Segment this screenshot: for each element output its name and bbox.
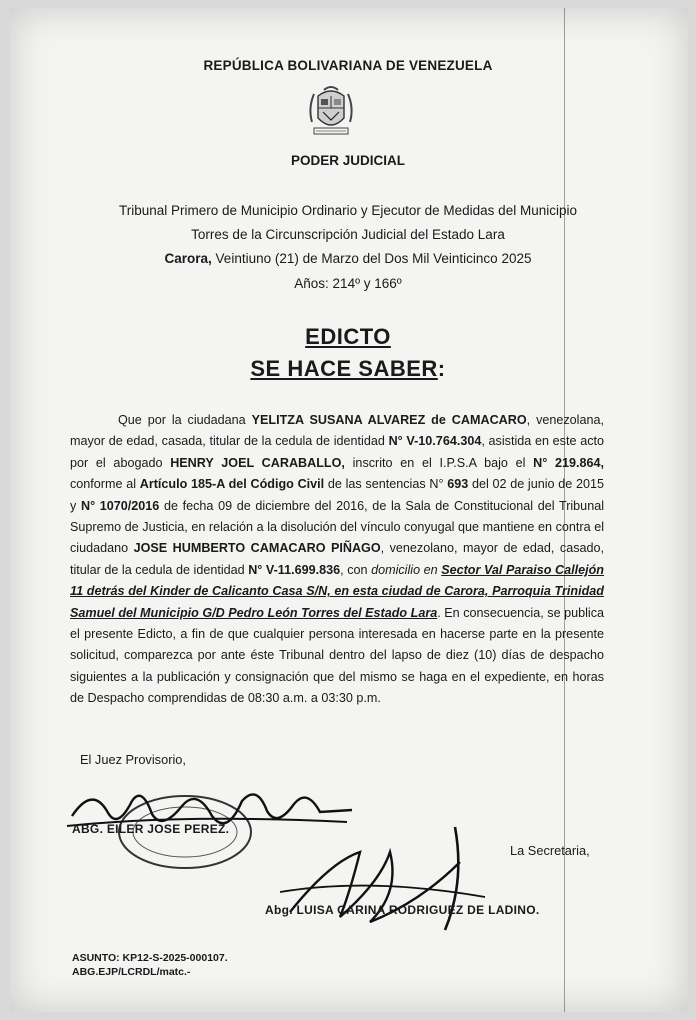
- judge-name: ABG. EILER JOSE PEREZ.: [72, 822, 230, 836]
- petitioner-id: N° V-10.764.304: [388, 434, 482, 449]
- body-text: , con: [340, 562, 372, 577]
- subtitle-text: SE HACE SABER: [250, 356, 438, 381]
- ruling-number: N° 1070/2016: [80, 498, 160, 513]
- body-text: . En consecuencia, se publica el presente Edicto, a fin de que cualquier persona interesada en hacerse parte en la presente solicitud, comparezca por ante éste Tribunal dentro del lapso de diez (10) días de despacho siguientes a la publicación y consignación que del mismo se haga en el expediente, en horas de Despacho comprendidas de 08:30 a.m. a 03:30 p.m.: [70, 605, 605, 706]
- body-text: conforme al: [70, 477, 140, 492]
- date: Veintiuno (21) de Marzo del Dos Mil Veinticinco 2025: [211, 251, 532, 266]
- edict-subtitle: [0, 356, 696, 382]
- respondent-address: Sector Val Paraiso Callejón 11 detrás del Kinder de Calicanto Casa S/N, en esta ciudad de Carora, Parroquia Trinidad Samuel del Municipio G/D Pedro León Torres del Estado Lara: [70, 562, 605, 620]
- typist-initials: ABG.EJP/LCRDL/matc.-: [72, 966, 191, 978]
- place-date-line: [0, 251, 696, 266]
- body-text: , asistida en este acto por el abogado: [70, 434, 604, 470]
- body-text: de fecha 09 de diciembre del 2016, de la Sala de Constitucional del Tribunal Supremo de Justicia, en relación a la disolución del vínculo conyugal que mantiene en contra el ciudadano: [70, 498, 604, 556]
- body-text: del 02 de junio de 2015 y: [70, 477, 604, 513]
- petitioner-name: YELITZA SUSANA ALVAREZ de CAMACARO: [251, 413, 527, 427]
- coat-of-arms-icon: [300, 82, 362, 142]
- judicial-branch-heading: PODER JUDICIAL: [290, 153, 405, 168]
- ipsa-number: N° 219.864,: [533, 455, 604, 470]
- body-text: , venezolana, mayor de edad, casada, titular de la cedula de identidad: [70, 413, 604, 449]
- edict-body: [70, 410, 604, 710]
- body-text: inscrito en el I.P.S.A bajo el: [344, 455, 534, 470]
- city: Carora,: [164, 251, 212, 266]
- lawyer-name: HENRY JOEL CARABALLO,: [170, 455, 345, 470]
- subtitle-colon: :: [437, 356, 446, 381]
- court-name-line1: Tribunal Primero de Municipio Ordinario y Ejecutor de Medidas del Municipio: [119, 203, 577, 218]
- secretary-label: La Secretaria,: [510, 843, 590, 858]
- case-number: ASUNTO: KP12-S-2025-000107.: [72, 952, 228, 964]
- body-text: Que por la ciudadana: [118, 413, 252, 427]
- secretary-name: Abg. LUISA CARINA RODRIGUEZ DE LADINO.: [265, 903, 540, 917]
- years-line: Años: 214º y 166º: [294, 276, 402, 291]
- legal-article: Artículo 185-A del Código Civil: [139, 477, 325, 492]
- domicile-label: domicilio en: [371, 562, 438, 577]
- court-name-line2: Torres de la Circunscripción Judicial del Estado Lara: [191, 227, 505, 242]
- respondent-id: N° V-11.699.836: [248, 562, 341, 577]
- judge-label: El Juez Provisorio,: [80, 752, 186, 767]
- republic-heading: REPÚBLICA BOLIVARIANA DE VENEZUELA: [203, 58, 493, 73]
- ruling-number: 693: [447, 477, 469, 492]
- respondent-name: JOSE HUMBERTO CAMACARO PIÑAGO: [133, 541, 381, 556]
- body-text: de las sentencias N°: [324, 477, 448, 492]
- edict-title: EDICTO: [305, 324, 391, 349]
- body-text: , venezolano, mayor de edad, casado, titular de la cedula de identidad: [70, 541, 604, 577]
